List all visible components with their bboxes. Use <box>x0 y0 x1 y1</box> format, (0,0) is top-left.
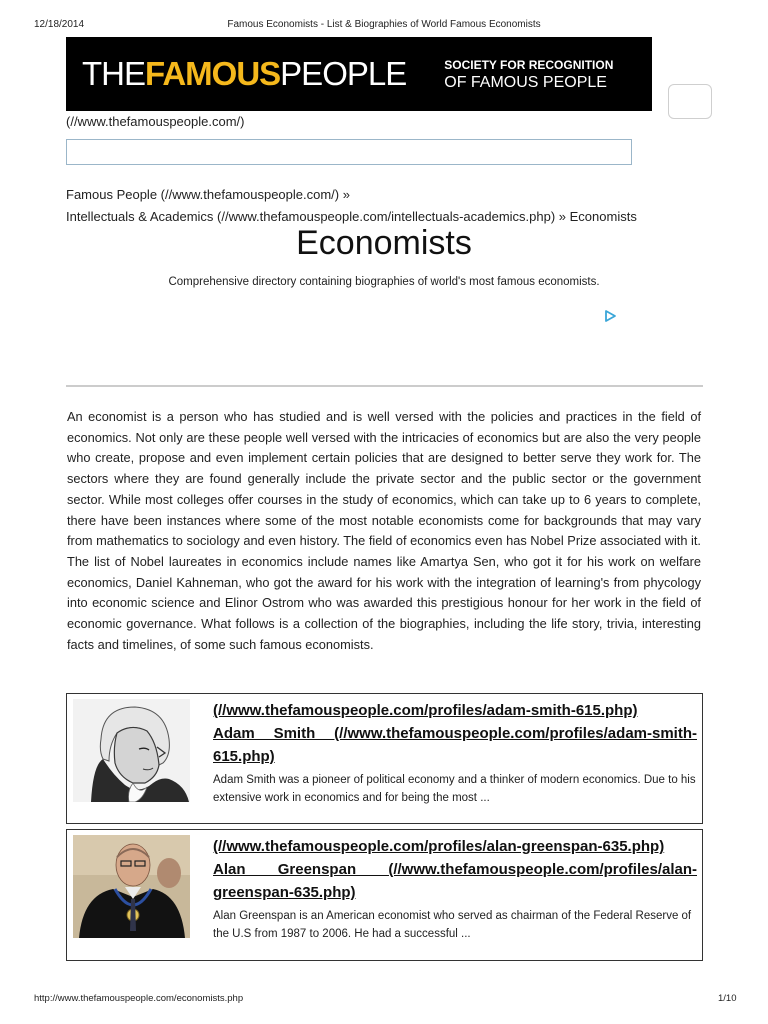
print-date: 12/18/2014 <box>34 19 85 30</box>
print-page-count: 1/10 <box>718 993 737 1004</box>
profile-name-link[interactable]: Adam Smith (//www.thefamouspeople.com/profiles/adam-smith-615.php) <box>213 725 697 765</box>
site-banner-logo[interactable] <box>66 37 652 111</box>
profile-description: Adam Smith was a pioneer of political economy and a thinker of modern economics. Due to his extensive work in economics and for being the most ... <box>213 774 696 804</box>
page-title: Economists <box>296 224 472 262</box>
alan-greenspan-photo[interactable] <box>73 835 190 938</box>
breadcrumb <box>66 184 637 228</box>
adam-smith-portrait[interactable] <box>73 699 190 802</box>
logo-wordmark: THEFAMOUSPEOPLE <box>82 55 407 92</box>
page-subtitle: Comprehensive directory containing biographies of world's most famous economists. <box>168 276 600 288</box>
profile-info <box>213 835 697 943</box>
logo-tagline: SOCIETY FOR RECOGNITION OF FAMOUS PEOPLE <box>444 58 614 91</box>
profile-card-adam-smith <box>66 693 703 824</box>
search-input[interactable] <box>66 139 632 165</box>
profile-name-link[interactable]: Alan Greenspan (//www.thefamouspeople.com/profiles/alan-greenspan-635.php) <box>213 861 697 901</box>
print-page-title: Famous Economists - List & Biographies of World Famous Economists <box>227 19 541 30</box>
profile-description: Alan Greenspan is an American economist who served as chairman of the Federal Reserve of the U.S from 1987 to 2006. He had a successful ... <box>213 910 692 940</box>
adchoices-play-icon[interactable] <box>603 309 617 323</box>
print-footer-url: http://www.thefamouspeople.com/economists.php <box>34 993 244 1004</box>
intro-paragraph: An economist is a person who has studied and is well versed with the policies and practices in the field of economics. Not only are these people well versed with the intricacies of economics but are also the very people who create, propose and even implement certain policies that are designed to better serve they work for. The sectors where they are found generally include the private sector and the public sector or the government sector. While most colleges offer courses in the study of economics, which can take up to 6 years to complete, there have been instances where some of the most notable economists come for backgrounds that may vary from mathematics to sociology and even history. The field of economics even has Nobel Prize associated with it. The list of Nobel laureates in economics include names like Amartya Sen, who got it for his work on welfare economics, Daniel Kahneman, who got the award for his work with the integration of learning's from phycology into economic science and Elinor Ostrom who was awarded this prestigious honour for her work in the field of economic governance. What follows is a collection of the biographies, including the life story, trivia, interesting facts and timelines, of some such famous economists. <box>67 409 701 652</box>
profile-info <box>213 699 697 807</box>
profile-url-link[interactable]: (//www.thefamouspeople.com/profiles/adam-smith-615.php) <box>213 702 638 719</box>
home-link[interactable]: (//www.thefamouspeople.com/) <box>66 114 245 129</box>
profile-url-link[interactable]: (//www.thefamouspeople.com/profiles/alan-greenspan-635.php) <box>213 838 665 855</box>
breadcrumb-line-home[interactable]: Famous People (//www.thefamouspeople.com/) » <box>66 187 350 202</box>
breadcrumb-line-category[interactable]: Intellectuals & Academics (//www.thefamouspeople.com/intellectuals-academics.php) » Economists <box>66 209 637 224</box>
section-divider <box>66 385 703 387</box>
menu-button[interactable] <box>668 84 712 119</box>
profile-card-alan-greenspan <box>66 829 703 961</box>
